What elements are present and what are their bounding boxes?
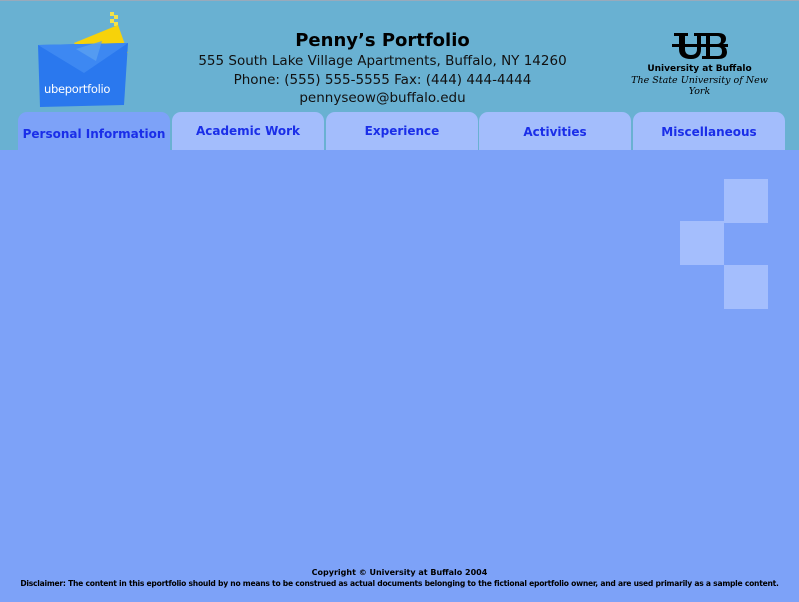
tab-miscellaneous[interactable] [633,112,785,150]
tab-label: Personal Information [22,127,166,141]
tab-experience[interactable] [326,112,478,150]
tab-academic-work[interactable] [172,112,324,150]
address-text: 555 South Lake Village Apartments, Buffalo, NY 14260 [198,53,567,69]
tab-label: Activities [523,125,587,139]
tab-label: Experience [364,124,440,138]
tab-label: Miscellaneous [661,125,757,139]
university-subtitle: The State University of New York [631,75,768,97]
university-logo [622,31,777,97]
phone-text: Phone: (555) 555-5555 Fax: (444) 444-4444 [233,71,532,88]
university-name: University at Buffalo [647,64,752,74]
main-content [0,150,799,602]
tab-label: Academic Work [195,124,301,138]
tab-activities[interactable] [479,112,631,150]
email-link[interactable]: pennyseow@buffalo.edu [299,90,466,106]
disclaimer-text: Disclaimer: The content in this eportfolio should by no means to be construed as actual documents belonging to the fictional eportfolio owner, and are used primarily as a sample content. [20,579,779,588]
owner-info [180,30,585,108]
copyright-text: Copyright © University at Buffalo 2004 [311,568,488,577]
decor-square [724,265,768,309]
decor-square [680,221,724,265]
logo-text: ubeportfolio [44,82,111,96]
ub-mark-icon [672,31,728,61]
page-title: Penny’s Portfolio [295,30,470,51]
footer [0,567,799,589]
decor-square [724,179,768,223]
tab-personal-information[interactable] [18,112,170,152]
